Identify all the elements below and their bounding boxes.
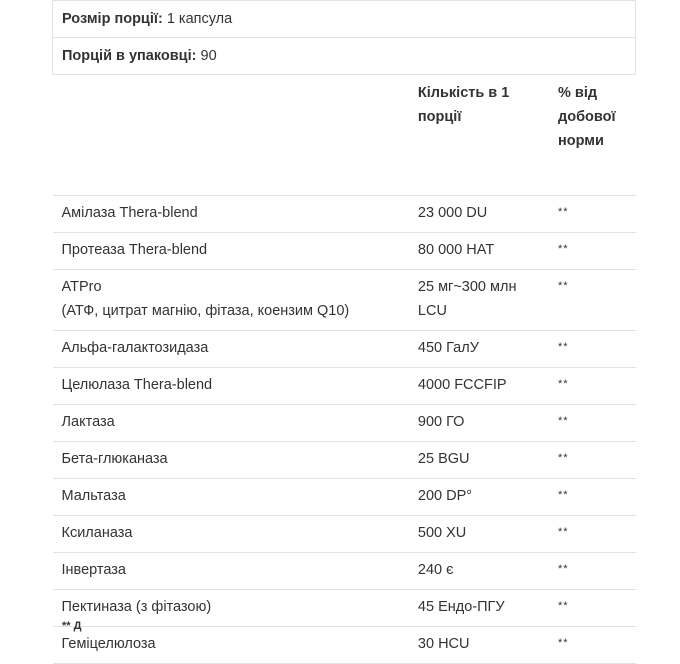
ingredient-name: Інвертаза — [61, 562, 126, 578]
ingredient-name: Целюлаза Thera-blend — [61, 377, 213, 393]
serving-size-value: 1 капсула — [166, 11, 233, 27]
ingredient-amount: 25 мг~300 млн LCU — [408, 270, 552, 331]
ingredient-amount: 500 XU — [408, 516, 552, 553]
supplement-facts-panel — [52, 0, 637, 652]
table-row — [53, 442, 636, 479]
servings-per-container-row — [53, 38, 636, 75]
header-daily-value: % від добової норми — [552, 75, 635, 196]
ingredient-name: Пектиназа (з фітазою) — [61, 599, 212, 615]
serving-size-row — [53, 1, 636, 38]
servings-per-container-value: 90 — [200, 48, 217, 64]
serving-size-label: Розмір порції: — [62, 11, 163, 27]
ingredients-list — [53, 196, 636, 664]
ingredient-name: Ксиланаза — [61, 525, 133, 541]
table-row — [53, 590, 636, 627]
ingredient-name: Лактаза — [61, 414, 115, 430]
table-row — [53, 233, 636, 270]
table-row — [53, 331, 636, 368]
ingredient-name: ATPro — [61, 279, 102, 295]
ingredient-amount: 30 HCU — [408, 627, 552, 664]
table-row — [53, 516, 636, 553]
ingredient-daily-value: ** — [552, 196, 635, 233]
ingredient-amount: 240 є — [408, 553, 552, 590]
ingredient-name: Протеаза Thera-blend — [61, 242, 208, 258]
ingredient-amount: 4000 FCCFIP — [408, 368, 552, 405]
header-name-cell — [53, 75, 408, 196]
ingredient-amount: 900 ГО — [408, 405, 552, 442]
table-header-row — [53, 75, 636, 196]
ingredient-daily-value: ** — [552, 516, 635, 553]
footnote-cutoff: ** Д — [62, 620, 82, 632]
ingredient-name: Мальтаза — [61, 488, 126, 504]
ingredient-amount: 200 DP° — [408, 479, 552, 516]
ingredient-name: Амілаза Thera-blend — [61, 205, 198, 221]
ingredient-daily-value: ** — [552, 479, 635, 516]
table-row — [53, 405, 636, 442]
ingredient-daily-value: ** — [552, 442, 635, 479]
ingredient-amount: 450 ГалУ — [408, 331, 552, 368]
table-row — [53, 627, 636, 664]
table-row — [53, 368, 636, 405]
ingredient-daily-value: ** — [552, 590, 635, 627]
ingredient-daily-value: ** — [552, 331, 635, 368]
table-row — [53, 196, 636, 233]
header-amount: Кількість в 1 порції — [408, 75, 552, 196]
ingredient-daily-value: ** — [552, 405, 635, 442]
ingredient-daily-value: ** — [552, 553, 635, 590]
ingredient-amount: 23 000 DU — [408, 196, 552, 233]
ingredient-amount: 25 BGU — [408, 442, 552, 479]
table-row — [53, 479, 636, 516]
ingredient-name: Бета-глюканаза — [61, 451, 168, 467]
supplement-facts-table — [52, 0, 636, 664]
table-row — [53, 270, 636, 331]
ingredient-name: Геміцелюлоза — [61, 636, 156, 652]
ingredient-daily-value: ** — [552, 627, 635, 664]
ingredient-amount: 80 000 HAT — [408, 233, 552, 270]
ingredient-amount: 45 Ендо-ПГУ — [408, 590, 552, 627]
ingredient-daily-value: ** — [552, 233, 635, 270]
ingredient-daily-value: ** — [552, 368, 635, 405]
ingredient-name: Альфа-галактозидаза — [61, 340, 209, 356]
ingredient-daily-value: ** — [552, 270, 635, 331]
ingredient-subtext: (АТФ, цитрат магнію, фітаза, коензим Q10) — [61, 303, 350, 319]
servings-per-container-label: Порцій в упаковці: — [62, 48, 197, 64]
table-row — [53, 553, 636, 590]
